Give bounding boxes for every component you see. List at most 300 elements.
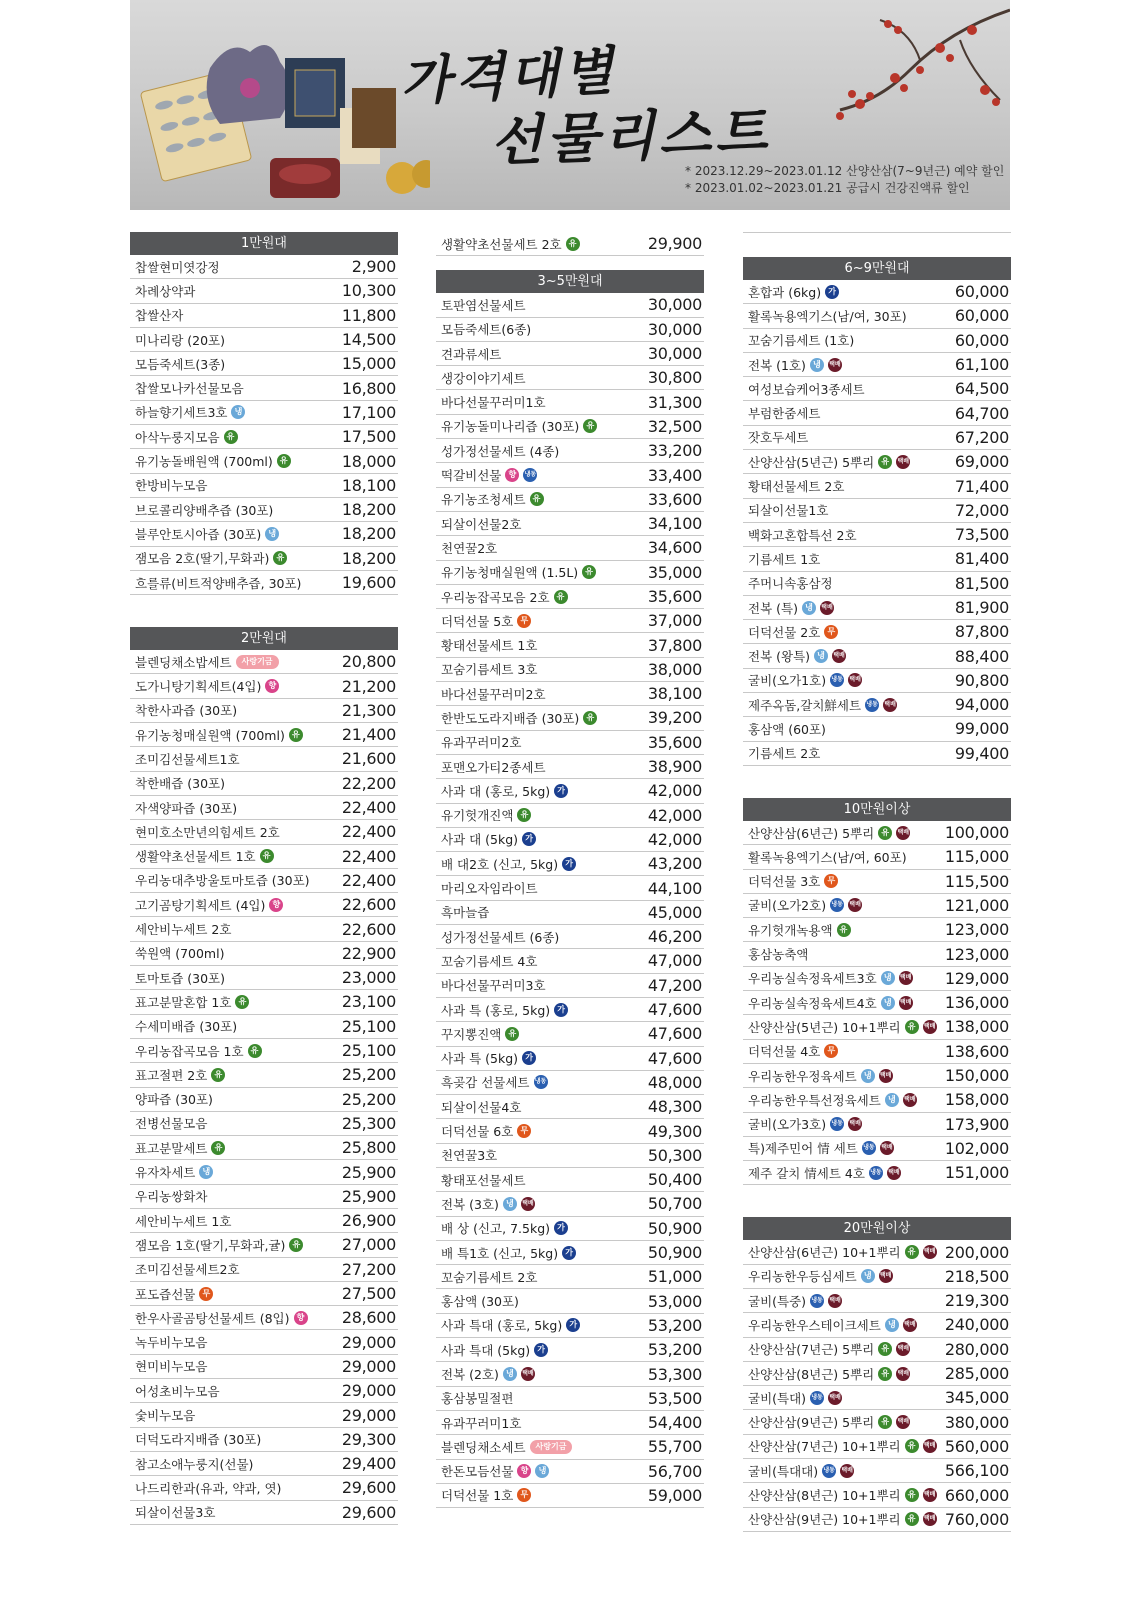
product-name-text: 유과꾸러미1호 — [441, 1415, 522, 1431]
product-row — [743, 717, 1011, 741]
product-price: 123,000 — [944, 944, 1009, 964]
product-name-text: 떡갈비선물 — [441, 468, 502, 484]
product-badge-icon: 유 — [583, 419, 597, 433]
product-row — [743, 1435, 1011, 1459]
product-price: 760,000 — [944, 1509, 1009, 1529]
product-price: 38,900 — [647, 757, 702, 777]
product-name-text: 자색양파즙 (30포) — [135, 800, 238, 816]
product-price: 23,000 — [341, 968, 396, 988]
product-badge-icon: 냉동 — [830, 898, 844, 912]
product-badge-icon: 택배 — [923, 1439, 937, 1453]
product-badge-icon: 가 — [522, 832, 536, 846]
product-name — [135, 1066, 225, 1084]
product-name — [441, 806, 531, 824]
product-price: 18,200 — [341, 548, 396, 568]
product-badge-icon: 택배 — [887, 1166, 901, 1180]
product-badge-icon: 가 — [534, 1343, 548, 1357]
product-name-text: 더덕선물 1호 — [441, 1488, 514, 1504]
product-name — [135, 799, 237, 817]
product-name-text: 유기농돌배원액 (700ml) — [135, 454, 273, 470]
product-name-text: 되살이선물1호 — [748, 503, 829, 519]
product-name-text: 더덕선물 3호 — [748, 874, 821, 890]
product-row — [436, 901, 704, 925]
section-header: 1만원대 — [130, 232, 398, 255]
product-row — [130, 376, 398, 400]
product-row — [743, 742, 1011, 766]
product-price: 219,300 — [944, 1291, 1009, 1311]
product-name — [135, 653, 279, 671]
product-row — [743, 1459, 1011, 1483]
product-name — [441, 539, 497, 557]
product-row — [436, 585, 704, 609]
product-price: 22,400 — [341, 846, 396, 866]
product-name — [441, 1292, 519, 1310]
product-name — [748, 872, 838, 890]
product-name-text: 백화고혼합특선 2호 — [748, 527, 857, 543]
product-row — [130, 401, 398, 425]
product-price: 64,700 — [954, 403, 1009, 423]
product-name-text: 더덕도라지배즙 (30포) — [135, 1432, 262, 1448]
product-name-text: 산양산삼(7년근) 5뿌리 — [748, 1342, 875, 1358]
product-row — [436, 1217, 704, 1241]
product-price: 37,800 — [647, 635, 702, 655]
product-price: 50,900 — [647, 1218, 702, 1238]
product-name — [748, 969, 913, 987]
product-name-text: 배 대2호 (신고, 5kg) — [441, 856, 559, 872]
product-name-text: 더덕선물 5호 — [441, 613, 514, 629]
product-name — [135, 306, 183, 324]
product-name-text: 착한배즙 (30포) — [135, 776, 226, 792]
product-name-text: 여성보습케어3종세트 — [748, 381, 865, 397]
product-row — [436, 512, 704, 536]
product-name-text: 흑곶감 선물세트 — [441, 1075, 530, 1091]
product-price: 129,000 — [944, 968, 1009, 988]
product-name — [441, 235, 580, 253]
product-row — [743, 1289, 1011, 1313]
product-name — [748, 550, 820, 568]
product-price: 15,000 — [341, 354, 396, 374]
product-name — [748, 501, 828, 519]
product-name-text: 유기농돌미나리즙 (30포) — [441, 419, 580, 435]
product-name-text: 우리농한우스테이크세트 — [748, 1317, 881, 1333]
product-name-text: 성가정선물세트 (4종) — [441, 443, 560, 459]
product-name-text: 조미김선물세트1호 — [135, 751, 240, 767]
product-name — [135, 282, 195, 300]
product-name-text: 표고분말세트 — [135, 1140, 208, 1156]
product-name-text: 생활약초선물세트 2호 — [441, 236, 562, 252]
product-price: 25,200 — [341, 1089, 396, 1109]
product-badge-icon: 유 — [273, 551, 287, 565]
product-badge-icon: 유 — [248, 1044, 262, 1058]
product-name — [441, 1098, 521, 1116]
product-name-text: 되살이선물4호 — [441, 1099, 522, 1115]
product-price: 54,400 — [647, 1413, 702, 1433]
product-badge-icon: 유 — [878, 455, 892, 469]
product-badge-icon: 냉동 — [862, 1141, 876, 1155]
product-badge-icon: 유 — [530, 492, 544, 506]
product-name — [135, 258, 220, 276]
product-name — [748, 1018, 937, 1036]
product-price: 53,200 — [647, 1315, 702, 1335]
product-row — [130, 1112, 398, 1136]
section-header: 3~5만원대 — [436, 270, 704, 293]
product-price: 27,000 — [341, 1235, 396, 1255]
banner-note-2: * 2023.01.02~2023.01.21 공급시 건강진액류 할인 — [685, 181, 970, 195]
product-name — [135, 549, 287, 567]
product-name — [748, 848, 907, 866]
product-price: 17,500 — [341, 427, 396, 447]
product-name-text: 찹쌀현미엿강정 — [135, 259, 220, 275]
product-name — [441, 928, 559, 946]
product-badge-icon: 유 — [554, 590, 568, 604]
product-name-text: 우리농한우정육세트 — [748, 1068, 857, 1084]
product-row — [436, 1387, 704, 1411]
product-row — [130, 796, 398, 820]
product-badge-icon: 유 — [583, 711, 597, 725]
product-name-text: 전복 (2호) — [441, 1367, 499, 1382]
product-badge-icon: 냉 — [885, 1093, 899, 1107]
product-name — [748, 526, 857, 544]
product-price: 28,600 — [341, 1308, 396, 1328]
product-price: 21,300 — [341, 700, 396, 720]
product-name — [135, 379, 244, 397]
product-price: 22,900 — [341, 943, 396, 963]
product-name — [441, 976, 546, 994]
section-header: 10만원이상 — [743, 798, 1011, 821]
product-row — [436, 658, 704, 682]
product-price: 33,600 — [647, 489, 702, 509]
product-name — [135, 501, 273, 519]
product-row — [436, 731, 704, 755]
product-row — [436, 1411, 704, 1435]
product-name — [135, 1260, 240, 1278]
product-row — [743, 1161, 1011, 1185]
product-name — [441, 588, 568, 606]
product-row — [130, 1403, 398, 1427]
product-name — [135, 1503, 215, 1521]
product-badge-icon: 택배 — [896, 455, 910, 469]
product-price: 29,000 — [341, 1381, 396, 1401]
product-badge-icon: 냉동 — [810, 1391, 824, 1405]
product-name-text: 생강이야기세트 — [441, 370, 526, 386]
product-row — [743, 596, 1011, 620]
product-badge-icon: 냉 — [885, 1318, 899, 1332]
product-name — [135, 403, 245, 421]
product-row — [130, 1282, 398, 1306]
product-price: 56,700 — [647, 1461, 702, 1481]
product-row — [130, 498, 398, 522]
product-price: 19,600 — [341, 573, 396, 592]
product-row — [743, 1265, 1011, 1289]
product-name-text: 특)제주민어 情 세트 — [748, 1141, 858, 1157]
product-row — [436, 974, 704, 998]
product-name — [748, 744, 820, 762]
product-name — [748, 824, 910, 842]
product-price: 37,000 — [647, 611, 702, 631]
product-name-text: 산양산삼(6년근) 5뿌리 — [748, 825, 875, 841]
product-badge-icon: 향 — [265, 679, 279, 693]
product-row — [130, 1428, 398, 1452]
product-price: 240,000 — [944, 1315, 1009, 1335]
product-price: 42,000 — [647, 781, 702, 801]
product-row — [436, 366, 704, 390]
product-badge-icon: 택배 — [879, 1069, 893, 1083]
product-name-text: 우리농잡곡모음 2호 — [441, 589, 550, 605]
product-name — [441, 1316, 580, 1334]
product-price: 138,600 — [944, 1041, 1009, 1061]
product-name — [135, 574, 301, 592]
product-price: 48,000 — [647, 1072, 702, 1092]
banner-note-1: * 2023.12.29~2023.01.12 산양산삼(7~9년근) 예약 할인 — [685, 164, 1005, 178]
price-column-1 — [130, 232, 398, 1525]
product-price: 26,900 — [341, 1211, 396, 1231]
product-name-text: 전병선물모음 — [135, 1116, 208, 1132]
product-row — [130, 1379, 398, 1403]
price-section — [436, 270, 704, 1508]
product-price: 38,100 — [647, 684, 702, 704]
product-name — [748, 1164, 901, 1182]
product-name-text: 전복 (특) — [748, 600, 798, 616]
product-name — [748, 647, 846, 665]
product-name-text: 블렌딩채소세트 — [441, 1439, 526, 1455]
product-price: 34,100 — [647, 514, 702, 534]
product-name-text: 성가정선물세트 (6종) — [441, 929, 560, 945]
product-row — [130, 650, 398, 674]
product-badge-icon: 택배 — [923, 1488, 937, 1502]
product-name-text: 천연꿀3호 — [441, 1148, 498, 1164]
product-name-text: 포도즙선물 — [135, 1286, 196, 1302]
product-row — [130, 1233, 398, 1257]
product-name-text: 배 상 (신고, 7.5kg) — [441, 1221, 550, 1237]
product-row — [743, 693, 1011, 717]
product-name-text: 수세미배즙 (30포) — [135, 1019, 238, 1035]
product-badge-icon: 유 — [905, 1020, 919, 1034]
product-price: 29,000 — [341, 1356, 396, 1376]
product-row — [743, 401, 1011, 425]
product-price: 25,200 — [341, 1065, 396, 1085]
product-price: 345,000 — [944, 1388, 1009, 1408]
product-price: 47,600 — [647, 1024, 702, 1044]
product-row — [436, 439, 704, 463]
banner-notes — [685, 163, 1004, 197]
product-price: 18,000 — [341, 451, 396, 471]
product-badge-icon: 냉동 — [523, 468, 537, 482]
product-name-text: 꼬숨기름세트 (1호) — [748, 333, 855, 349]
product-row — [130, 1355, 398, 1379]
product-name-text: 한반도도라지배즙 (30포) — [441, 710, 580, 726]
product-price: 42,000 — [647, 805, 702, 825]
product-name-text: 착한사과즙 (30포) — [135, 703, 238, 719]
product-row — [130, 723, 398, 747]
product-name — [441, 1025, 519, 1043]
product-badge-icon: 택배 — [896, 1415, 910, 1429]
product-name — [135, 677, 279, 695]
product-badge-icon: 택배 — [832, 649, 846, 663]
product-row — [130, 942, 398, 966]
berry-branch-decoration — [800, 0, 1010, 150]
product-name — [441, 1341, 548, 1359]
product-name-text: 배 특1호 (신고, 5kg) — [441, 1245, 559, 1261]
product-price: 21,400 — [341, 725, 396, 745]
product-badge-icon: 가 — [554, 1003, 568, 1017]
product-row — [436, 1484, 704, 1508]
product-row — [130, 1501, 398, 1525]
product-badge-icon: 유 — [235, 995, 249, 1009]
product-row — [743, 474, 1011, 498]
product-name — [441, 417, 597, 435]
product-badge-icon: 유 — [517, 808, 531, 822]
product-name — [441, 636, 537, 654]
product-price: 27,200 — [341, 1259, 396, 1279]
product-row — [743, 1137, 1011, 1161]
product-row — [743, 329, 1011, 353]
product-name-text: 조미김선물세트2호 — [135, 1262, 240, 1278]
product-name — [748, 1267, 893, 1285]
product-name-text: 꼬숨기름세트 3호 — [441, 662, 538, 678]
section-header: 20만원이상 — [743, 1217, 1011, 1240]
product-name — [748, 380, 865, 398]
product-badge-icon: 택배 — [896, 1367, 910, 1381]
product-name-text: 더덕선물 2호 — [748, 624, 821, 640]
product-name — [441, 1268, 537, 1286]
product-badge-icon: 냉 — [802, 601, 816, 615]
product-row — [743, 870, 1011, 894]
product-row — [743, 1240, 1011, 1264]
product-price: 21,600 — [341, 749, 396, 769]
product-name-text: 산양산삼(5년근) 10+1뿌리 — [748, 1019, 901, 1035]
product-badge-icon: 무 — [824, 625, 838, 639]
product-row — [743, 1040, 1011, 1064]
product-name — [441, 709, 597, 727]
product-price: 44,100 — [647, 878, 702, 898]
product-name-text: 모듬죽세트(6종) — [441, 322, 532, 338]
product-name — [441, 490, 544, 508]
product-row — [436, 293, 704, 317]
section-gap — [130, 595, 398, 627]
product-name-text: 사과 대 (5kg) — [441, 832, 519, 848]
product-badge-icon: 택배 — [896, 1342, 910, 1356]
product-badge-icon: 택배 — [899, 971, 913, 985]
product-name — [135, 920, 231, 938]
product-row — [130, 1136, 398, 1160]
product-name-text: 산양산삼(6년근) 10+1뿌리 — [748, 1245, 901, 1261]
product-row — [130, 1209, 398, 1233]
product-name-text: 산양산삼(9년근) 10+1뿌리 — [748, 1512, 901, 1528]
product-price: 47,600 — [647, 1000, 702, 1020]
product-name — [748, 1292, 842, 1310]
product-row — [743, 918, 1011, 942]
product-row — [436, 876, 704, 900]
product-name — [441, 830, 536, 848]
product-name-text: 우리농한우등심세트 — [748, 1269, 857, 1285]
product-name — [748, 574, 833, 592]
product-row — [436, 949, 704, 973]
product-name-text: 우리농한우특선정육세트 — [748, 1092, 881, 1108]
product-badge-icon: 택배 — [820, 601, 834, 615]
product-name — [135, 428, 238, 446]
product-name-text: 견과류세트 — [441, 346, 502, 362]
product-badge-icon: 유 — [878, 1342, 892, 1356]
product-name-text: 사과 특대 (홍로, 5kg) — [441, 1318, 563, 1334]
product-row — [130, 571, 398, 595]
product-price: 49,300 — [647, 1121, 702, 1141]
product-name — [748, 477, 844, 495]
product-price: 560,000 — [944, 1436, 1009, 1456]
product-name-text: 홍삼액 (60포) — [748, 721, 826, 737]
product-badge-icon: 유 — [289, 1238, 303, 1252]
product-price: 25,900 — [341, 1162, 396, 1182]
product-name-text: 잼모음 2호(딸기,무화과) — [135, 551, 270, 567]
product-badge-icon: 냉 — [503, 1197, 517, 1211]
product-price: 50,400 — [647, 1170, 702, 1190]
product-price: 81,400 — [954, 549, 1009, 569]
product-name — [441, 1073, 548, 1091]
product-row — [743, 1064, 1011, 1088]
product-name — [748, 1042, 838, 1060]
product-badge-icon: 택배 — [828, 1391, 842, 1405]
product-name — [748, 1316, 917, 1334]
product-price: 151,000 — [944, 1163, 1009, 1183]
product-price: 90,800 — [954, 670, 1009, 690]
product-name — [748, 1067, 893, 1085]
product-price: 2,900 — [351, 257, 396, 277]
product-price: 50,900 — [647, 1243, 702, 1263]
product-badge-icon: 무 — [517, 1488, 531, 1502]
product-price: 30,000 — [647, 295, 702, 315]
product-row — [743, 1386, 1011, 1410]
product-row — [436, 1241, 704, 1265]
product-name — [441, 563, 596, 581]
product-price: 100,000 — [944, 823, 1009, 843]
product-row — [743, 572, 1011, 596]
product-row — [743, 644, 1011, 668]
product-name-text: 블렌딩채소밥세트 — [135, 654, 232, 670]
product-badge-icon: 가 — [825, 285, 839, 299]
product-row — [743, 894, 1011, 918]
product-badge-icon: 냉 — [503, 1367, 517, 1381]
product-price: 46,200 — [647, 927, 702, 947]
product-price: 27,500 — [341, 1284, 396, 1304]
product-row — [436, 1047, 704, 1071]
product-badge-icon: 냉동 — [865, 698, 879, 712]
product-price: 61,100 — [954, 355, 1009, 375]
product-row — [130, 990, 398, 1014]
product-name-text: 사과 특 (5kg) — [441, 1051, 519, 1067]
product-row — [130, 820, 398, 844]
product-row — [743, 1313, 1011, 1337]
product-name-text: 산양산삼(5년근) 5뿌리 — [748, 454, 875, 470]
product-badge-icon: 유 — [905, 1512, 919, 1526]
product-name-text: 미나리랑 (20포) — [135, 332, 226, 348]
product-price: 29,600 — [341, 1502, 396, 1522]
product-badge-icon: 사랑기금 — [236, 655, 279, 669]
product-name-text: 더덕선물 4호 — [748, 1044, 821, 1060]
product-row — [743, 1508, 1011, 1532]
product-name-text: 활록녹용엑기스(남/여, 30포) — [748, 308, 907, 324]
product-row — [130, 869, 398, 893]
product-badge-icon: 유 — [260, 849, 274, 863]
product-row — [743, 1362, 1011, 1386]
product-row — [743, 280, 1011, 304]
product-price: 53,500 — [647, 1388, 702, 1408]
product-price: 59,000 — [647, 1485, 702, 1505]
product-row — [436, 998, 704, 1022]
product-row — [130, 674, 398, 698]
product-price: 53,000 — [647, 1291, 702, 1311]
product-name-text: 표고분말혼합 1호 — [135, 994, 232, 1010]
product-name — [135, 750, 240, 768]
product-name-text: 황태포선물세트 — [441, 1172, 526, 1188]
